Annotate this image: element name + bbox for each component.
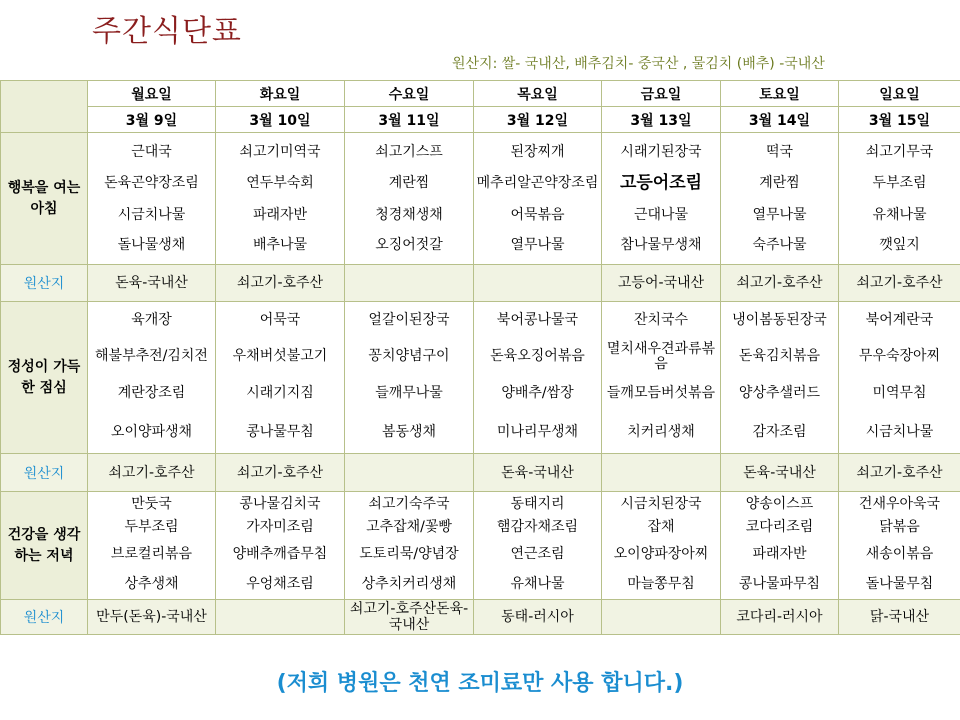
menu-item: 돈육오징어볶음 [490, 348, 585, 364]
menu-item: 상추치커리생채 [361, 575, 457, 592]
menu-cell [345, 492, 474, 600]
menu-cell [839, 302, 960, 454]
menu-item: 콩나물무침 [246, 424, 314, 440]
menu-item: 두부조림 [872, 175, 927, 191]
menu-item: 계란찜 [759, 175, 800, 191]
origin-label: 원산지 [1, 265, 88, 302]
origin-cell [216, 600, 345, 635]
day-name: 금요일 [602, 81, 721, 107]
origin-cell: 고등어-국내산 [602, 265, 721, 302]
origin-label: 원산지 [1, 454, 88, 492]
menu-item: 들깨무나물 [375, 385, 443, 401]
origin-cell: 동태-러시아 [474, 600, 602, 635]
menu-item: 동태지리 [510, 495, 565, 512]
menu-item: 어묵볶음 [510, 206, 565, 223]
menu-item: 가자미조림 [246, 519, 314, 535]
menu-item: 돌나물생채 [117, 236, 186, 253]
menu-item: 얼갈이된장국 [368, 312, 450, 328]
menu-item: 시금치나물 [117, 206, 186, 223]
menu-cell [839, 133, 960, 265]
menu-item: 계란찜 [388, 175, 430, 191]
menu-item: 코다리조림 [745, 519, 814, 535]
day-name: 월요일 [88, 81, 216, 107]
menu-item: 쇠고기숙주국 [368, 495, 450, 512]
menu-item: 오이양파생채 [110, 424, 193, 440]
menu-item: 새송이볶음 [865, 545, 934, 562]
day-name: 수요일 [345, 81, 474, 107]
menu-item: 고등어조림 [619, 173, 703, 193]
origin-cell: 쇠고기-호주산 [721, 265, 839, 302]
menu-item: 햄감자채조림 [496, 519, 579, 535]
origin-cell: 쇠고기-호주산 [88, 454, 216, 492]
menu-item: 시금치된장국 [620, 495, 702, 512]
day-date: 3월 13일 [602, 107, 721, 133]
menu-item: 닭볶음 [879, 519, 920, 535]
menu-cell [721, 133, 839, 265]
menu-item: 도토리묵/양념장 [359, 545, 459, 562]
origin-cell: 돈육-국내산 [474, 454, 602, 492]
menu-item: 고추잡채/꽃빵 [366, 519, 452, 535]
menu-table [0, 80, 960, 635]
origin-label: 원산지 [1, 600, 88, 635]
origin-row [1, 265, 960, 302]
menu-cell [721, 302, 839, 454]
origin-row [1, 454, 960, 492]
menu-item: 미나리무생채 [496, 424, 579, 440]
meal-label-text: 건강을 생각하는 저녁 [7, 526, 81, 564]
menu-item: 파래자반 [752, 545, 807, 562]
menu-item: 오징어젓갈 [375, 236, 443, 253]
origin-cell: 쇠고기-호주산 [216, 265, 345, 302]
menu-cell [345, 302, 474, 454]
menu-cell [474, 133, 602, 265]
day-name: 일요일 [839, 81, 960, 107]
menu-cell [88, 133, 216, 265]
origin-cell [602, 454, 721, 492]
menu-item: 깻잎지 [879, 236, 920, 253]
menu-item: 우엉채조림 [246, 575, 314, 592]
meal-label [1, 302, 88, 454]
meal-row [1, 133, 960, 265]
day-date: 3월 12일 [474, 107, 602, 133]
menu-item: 유채나물 [872, 206, 927, 223]
day-date-row [1, 107, 960, 133]
origin-cell [345, 454, 474, 492]
menu-item: 상추생채 [124, 575, 179, 592]
menu-item: 된장찌개 [510, 143, 565, 160]
menu-item: 멸치새우견과류볶음 [606, 340, 716, 372]
origin-cell: 쇠고기-호주산 [216, 454, 345, 492]
menu-item: 돈육곤약장조림 [104, 175, 199, 191]
day-name-row [1, 81, 960, 107]
menu-item: 북어계란국 [865, 312, 934, 328]
menu-cell [88, 492, 216, 600]
menu-item: 육개장 [131, 312, 172, 328]
day-date: 3월 11일 [345, 107, 474, 133]
meal-row [1, 492, 960, 600]
meal-label [1, 492, 88, 600]
menu-item: 숙주나물 [752, 236, 807, 253]
origin-cell [602, 600, 721, 635]
menu-item: 근대나물 [633, 206, 689, 223]
meal-label-text: 행복을 여는 아침 [7, 179, 81, 217]
day-date: 3월 10일 [216, 107, 345, 133]
meal-row [1, 302, 960, 454]
day-name: 목요일 [474, 81, 602, 107]
origin-cell: 돈육-국내산 [88, 265, 216, 302]
day-date: 3월 15일 [839, 107, 960, 133]
menu-cell [602, 302, 721, 454]
menu-cell [839, 492, 960, 600]
menu-item: 떡국 [765, 143, 794, 160]
menu-item: 미역무침 [872, 385, 927, 401]
menu-item: 청경채생채 [375, 206, 443, 223]
menu-cell [216, 133, 345, 265]
day-name: 토요일 [721, 81, 839, 107]
menu-item: 양송이스프 [745, 495, 814, 512]
origin-cell: 쇠고기-호주산 [839, 454, 960, 492]
menu-item: 배추나물 [252, 236, 308, 253]
menu-item: 꽁치양념구이 [368, 348, 450, 364]
day-date: 3월 14일 [721, 107, 839, 133]
menu-item: 북어콩나물국 [496, 312, 579, 328]
origin-cell: 만두(돈육)-국내산 [88, 600, 216, 635]
menu-cell [474, 302, 602, 454]
menu-item: 콩나물김치국 [239, 495, 321, 512]
menu-item: 양배추깨즙무침 [232, 545, 328, 562]
origin-cell: 닭-국내산 [839, 600, 960, 635]
menu-item: 마늘쫑무침 [627, 575, 695, 592]
menu-item: 참나물무생채 [620, 236, 702, 253]
menu-item: 만둣국 [131, 495, 172, 512]
menu-cell [721, 492, 839, 600]
menu-item: 해불부추전/김치전 [95, 348, 208, 364]
menu-item: 양상추샐러드 [738, 385, 821, 401]
menu-cell [216, 492, 345, 600]
origin-cell [345, 265, 474, 302]
menu-item: 열무나물 [510, 236, 565, 253]
menu-item: 시래기된장국 [620, 143, 702, 160]
day-name: 화요일 [216, 81, 345, 107]
menu-item: 연근조림 [510, 545, 565, 562]
menu-item: 들깨모듬버섯볶음 [606, 385, 716, 401]
menu-item: 돈육김치볶음 [738, 348, 821, 364]
origin-cell: 쇠고기-호주산 [839, 265, 960, 302]
origin-cell: 돈육-국내산 [721, 454, 839, 492]
menu-cell [602, 133, 721, 265]
menu-item: 열무나물 [752, 206, 807, 223]
menu-item: 감자조림 [752, 424, 807, 440]
menu-cell [602, 492, 721, 600]
menu-item: 잡채 [647, 519, 675, 535]
menu-item: 메추리알곤약장조림 [476, 175, 599, 191]
menu-item: 시금치나물 [865, 424, 934, 440]
origin-cell: 코다리-러시아 [721, 600, 839, 635]
menu-item: 계란장조림 [117, 385, 186, 401]
menu-cell [474, 492, 602, 600]
meal-label [1, 133, 88, 265]
menu-item: 봄동생채 [381, 424, 437, 440]
day-date: 3월 9일 [88, 107, 216, 133]
menu-item: 냉이봄동된장국 [732, 312, 827, 328]
menu-item: 브로컬리볶음 [110, 545, 193, 562]
menu-item: 근대국 [131, 143, 172, 160]
menu-item: 쇠고기미역국 [239, 143, 321, 160]
menu-item: 양배추/쌈장 [501, 385, 574, 401]
menu-item: 두부조림 [124, 519, 179, 535]
menu-item: 시래기지짐 [246, 385, 314, 401]
menu-cell [88, 302, 216, 454]
origin-cell: 쇠고기-호주산돈육-국내산 [345, 600, 474, 635]
menu-cell [216, 302, 345, 454]
menu-item: 잔치국수 [633, 312, 689, 328]
header-corner [1, 81, 88, 133]
footer-note: (저희 병원은 천연 조미료만 사용 합니다.) [276, 671, 684, 696]
origin-cell [474, 265, 602, 302]
menu-item: 어묵국 [259, 312, 301, 328]
menu-item: 우채버섯불고기 [232, 348, 328, 364]
menu-item: 쇠고기무국 [865, 143, 934, 160]
menu-item: 파래자반 [252, 206, 308, 223]
menu-item: 오이양파장아찌 [613, 545, 709, 562]
menu-item: 콩나물파무침 [738, 575, 821, 592]
menu-item: 무우숙장아찌 [858, 348, 941, 364]
menu-item: 건새우아욱국 [858, 495, 941, 512]
menu-cell [345, 133, 474, 265]
menu-item: 치커리생채 [627, 424, 695, 440]
meal-label-text: 정성이 가득한 점심 [7, 358, 81, 396]
origin-note: 원산지: 쌀- 국내산, 배추김치- 중국산 , 물김치 (배추) -국내산 [452, 56, 825, 72]
menu-item: 유채나물 [510, 575, 565, 592]
menu-item: 연두부숙회 [246, 175, 314, 191]
menu-item: 돌나물무침 [865, 575, 934, 592]
page-title: 주간식단표 [92, 14, 242, 49]
origin-row [1, 600, 960, 635]
menu-item: 쇠고기스프 [375, 143, 443, 160]
